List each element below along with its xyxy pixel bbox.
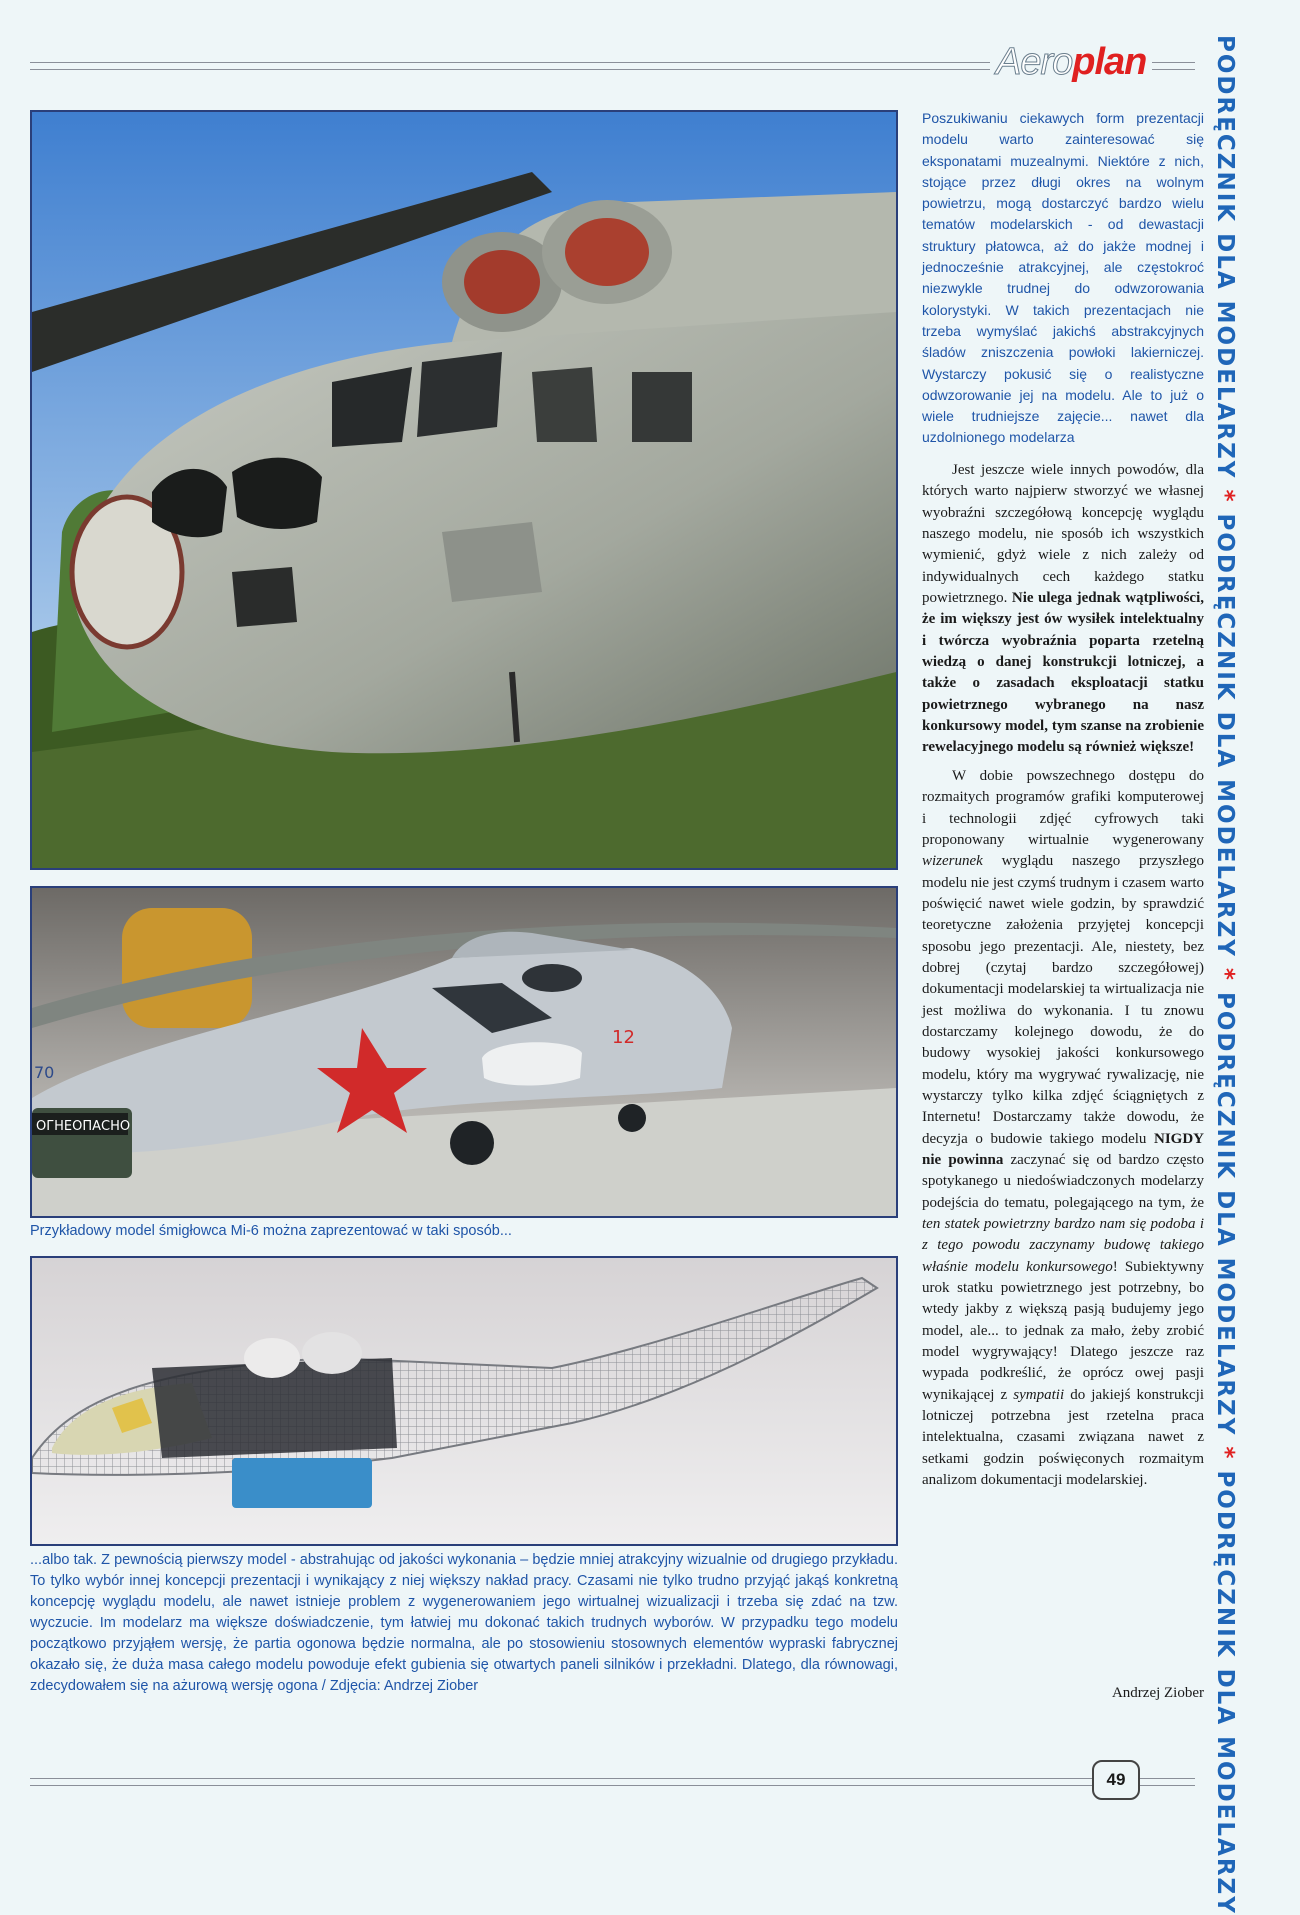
banner-star: * xyxy=(1212,967,1238,982)
p2-text-b: wyglądu naszego przyszłego modelu nie jest czymś trudnym i czasem warto poświęcić nawet wiele godzin, by sprawdzić teoretyczne założenia przyjętej koncepcji sposobu jego prezentacji. Ale, niestety, bez dobrej (czytaj bardzo szczegółowej) dokumentacji modelarskiej ta wirtualizacja nie jest możliwa do wykonania. I tu znowu dostarczamy kolejnego dowodu, że do budowy wysokiej jakości konkursowego modelu, który ma wygrywać rywalizację, nie wystarczy tylko kilka zdjęć ściągniętych z Internetu! Dostarczamy także dowodu, że decyzja o budowie takiego modelu xyxy=(922,853,1205,1147)
p2-text-a: W dobie powszechnego dostępu do rozmaitych programów grafiki komputerowej i technologii zdjęć cyfrowych taki proponowany wirtualnie wygenerowany xyxy=(922,767,1204,848)
photo-model-diorama xyxy=(30,886,898,1218)
model-diorama-image xyxy=(32,888,896,1216)
photo-model-skeleton xyxy=(30,1256,898,1546)
bottom-rule xyxy=(30,1778,1195,1786)
banner-star: * xyxy=(1212,1446,1238,1461)
banner-star: * xyxy=(1212,489,1238,504)
banner-label: PODRĘCZNIK DLA MODELARZY xyxy=(1212,1470,1238,1915)
photo-caption-2: ...albo tak. Z pewnością pierwszy model - abstrahując od jakości wykonania – będzie mniej atrakcyjny wizualnie od drugiego przykładu. To tylko wybór innej koncepcji prezentacji i wynikający z niej większy nakład pracy. Czasami nie tylko trudno przyjąć jakąś konkretną koncepcję wyglądu modelu, ale nawet istnieje problem z wygenerowaniem jego wirtualnej wizualizacji i trzeba się zdać na tzw. wyczucie. Im modelarz ma większe doświadczenie, tym łatwiej mu dokonać takich trudnych wyborów. W przypadku tego modelu początkowo przyjąłem wersję, że partia ogonowa będzie normalna, ale po stosowieniu stosownych elementów wypraski fabrycznej okazało się, że duża masa całego modelu powoduje efekt gubienia się otwartych paneli silników i przekładni. Dlatego, dla równowagi, zdecydowałem się na ażurową wersję ogona / Zdjęcia: Andrzej Ziober xyxy=(30,1552,898,1694)
body-paragraph-1 xyxy=(922,460,1204,759)
logo-plan: plan xyxy=(1072,41,1147,83)
intro-text: Poszukiwaniu ciekawych form prezentacji modelu warto zainteresować się eksponatami muzealnymi. Niektóre z nich, stojące przez długi okres na wolnym powietrzu, mogą dostarczyć bardzo wielu tematów modelarskich - od dewastacji struktury płatowca, aż do jakże modnej i jednocześnie atrakcyjnej, ale częstokroć niezwykle trudnej do odwzorowania kolorystyki. W takich prezentacjach nie trzeba wymyślać jakichś abstrakcyjnych śladów zniszczenia powłoki lakierniczej. Wystarczy pokusić się o realistyczne odwzorowanie jej na modelu. Ale to już o wiele trudniejsze zajęcie... nawet dla uzdolnionego modelarza xyxy=(922,110,1204,446)
photo-caption-1: Przykładowy model śmigłowca Mi-6 można zaprezentować w taki sposób... xyxy=(30,1223,512,1239)
side-banner xyxy=(1200,35,1250,1915)
model-skeleton-image xyxy=(32,1258,896,1544)
p1-text: Jest jeszcze wiele innych powodów, dla których warto najpierw stworzyć we własnej wyobraźni szczegółową koncepcję wyglądu naszego modelu, nie sposób ich wszystkich wymienić, gdyż wiele z nich zależy od indywidualnych cech każdego statku powietrznego. xyxy=(922,462,1204,607)
author-signature: Andrzej Ziober xyxy=(1111,1685,1204,1701)
p2-italic-2: ten statek powietrzny bardzo nam się podoba i z tego powodu zaczynamy budowę takiego właśnie modelu konkursowego xyxy=(922,1216,1204,1275)
side-banner-text xyxy=(1200,35,1250,1915)
body-paragraph-2 xyxy=(922,766,1204,1492)
p1-bold: Nie ulega jednak wątpliwości, że im większy jest ów wysiłek intelektualny i twórcza wyobraźnia poparta rzetelną wiedzą o danej konstrukcji lotniczej, a także o zasadach eksploatacji statku powietrznego wybranego na nasz konkursowy model, tym szanse na zrobienie rewelacyjnego modelu są również większe! xyxy=(922,590,1204,756)
fuel-truck-label: ОГНЕОПАСНО xyxy=(36,1119,131,1134)
banner-label: PODRĘCZNIK DLA MODELARZY xyxy=(1212,991,1238,1437)
p2-text-c: zaczynać się od bardzo często spotykanego u niedoświadczonych modelarzy podejścia do tematu, polegającego na tym, że xyxy=(922,1152,1204,1211)
article-body xyxy=(922,460,1204,1492)
boom-number: 70 xyxy=(34,1063,55,1082)
photo-museum-helicopter xyxy=(30,110,898,870)
aeroplan-logo xyxy=(990,40,1152,85)
logo-aero: Aero xyxy=(996,41,1073,83)
p2-italic-3: sympatii xyxy=(1013,1386,1065,1403)
p2-italic-1: wizerunek xyxy=(922,853,983,870)
model-tail-number: 12 xyxy=(612,1027,635,1048)
p2-bold: NIGDY nie powinna xyxy=(922,1130,1204,1168)
p2-text-e: do jakiejś konstrukcji lotniczej potrzebna jest rzetelna praca intelektualna, czasami związana nawet z setkami godzin poświęconych rozmaitym analizom dokumentacji modelarskiej. xyxy=(922,1386,1204,1489)
page-number: 49 xyxy=(1092,1760,1140,1800)
banner-label: PODRĘCZNIK DLA MODELARZY xyxy=(1212,35,1238,480)
helicopter-nose-image xyxy=(32,112,896,868)
banner-label: PODRĘCZNIK DLA MODELARZY xyxy=(1212,513,1238,958)
p2-text-d: ! Subiektywny urok statku powietrznego jest potrzebny, bo wtedy jakby z większą pasją budujemy jego model, ale... to jednak za mało, żeby zrobić model wygrywający! Dlatego jeszcze raz wypada podkreślić, że oprócz owej pasji wynikającej z xyxy=(922,1258,1204,1403)
